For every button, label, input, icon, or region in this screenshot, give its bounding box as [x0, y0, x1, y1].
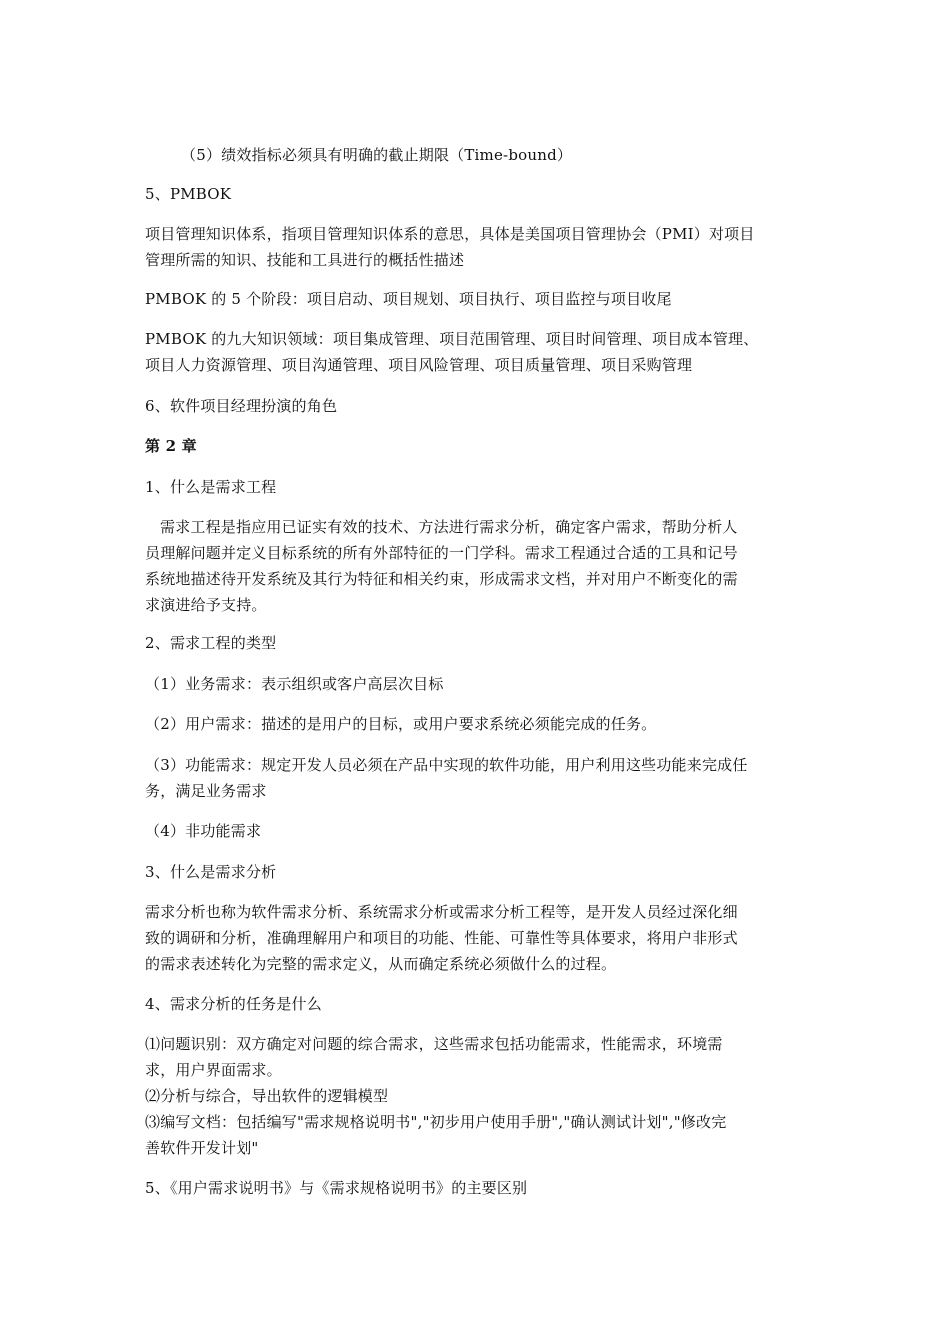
- section-heading-pm-role: 6、软件项目经理扮演的角色: [145, 397, 338, 415]
- section-heading-spec-difference: 5、《用户需求说明书》与《需求规格说明书》的主要区别: [145, 1179, 528, 1197]
- kpi-item-5: （5）绩效指标必须具有明确的截止期限（Time-bound）: [181, 146, 573, 164]
- requirement-type-2: （2）用户需求：描述的是用户的目标，或用户要求系统必须能完成的任务。: [145, 715, 657, 733]
- pmbok-definition: 项目管理知识体系，指项目管理知识体系的意思，具体是美国项目管理协会（PMI）对项目 管理所需的知识、技能和工具进行的概括性描述: [145, 225, 755, 269]
- section-heading-requirements-analysis: 3、什么是需求分析: [145, 863, 277, 881]
- section-heading-requirement-types: 2、需求工程的类型: [145, 634, 277, 652]
- requirement-type-1: （1）业务需求：表示组织或客户高层次目标: [145, 675, 444, 693]
- requirement-type-4: （4）非功能需求: [145, 822, 262, 840]
- analysis-tasks-list: ⑴问题识别：双方确定对问题的综合需求，这些需求包括功能需求，性能需求，环境需 求，用户界面需求。 ⑵分析与综合，导出软件的逻辑模型 ⑶编写文档：包括编写"需求规格说明书","初步用户使用手册","确认测试计划","修改完 善软件开发计划": [145, 1035, 727, 1157]
- chapter-heading: 第 2 章: [145, 437, 197, 455]
- pmbok-phases: PMBOK 的 5 个阶段：项目启动、项目规划、项目执行、项目监控与项目收尾: [145, 290, 672, 308]
- requirements-analysis-definition: 需求分析也称为软件需求分析、系统需求分析或需求分析工程等，是开发人员经过深化细 致的调研和分析，准确理解用户和项目的功能、性能、可靠性等具体要求，将用户非形式 的需求表述转化为完整的需求定义，从而确定系统必须做什么的过程。: [145, 903, 738, 973]
- section-heading-analysis-tasks: 4、需求分析的任务是什么: [145, 995, 322, 1013]
- requirements-engineering-definition: 需求工程是指应用已证实有效的技术、方法进行需求分析，确定客户需求，帮助分析人 员理解问题并定义目标系统的所有外部特征的一门学科。需求工程通过合适的工具和记号 系统地描述待开发系统及其行为特征和相关约束，形成需求文档，并对用户不断变化的需 求演进给予支持。: [145, 518, 738, 614]
- section-heading-requirements-engineering: 1、什么是需求工程: [145, 478, 277, 496]
- section-heading-pmbok: 5、PMBOK: [145, 185, 232, 203]
- pmbok-knowledge-areas: PMBOK 的九大知识领域：项目集成管理、项目范围管理、项目时间管理、项目成本管理、 项目人力资源管理、项目沟通管理、项目风险管理、项目质量管理、项目采购管理: [145, 330, 759, 374]
- requirement-type-3: （3）功能需求：规定开发人员必须在产品中实现的软件功能，用户利用这些功能来完成任 务，满足业务需求: [145, 756, 748, 800]
